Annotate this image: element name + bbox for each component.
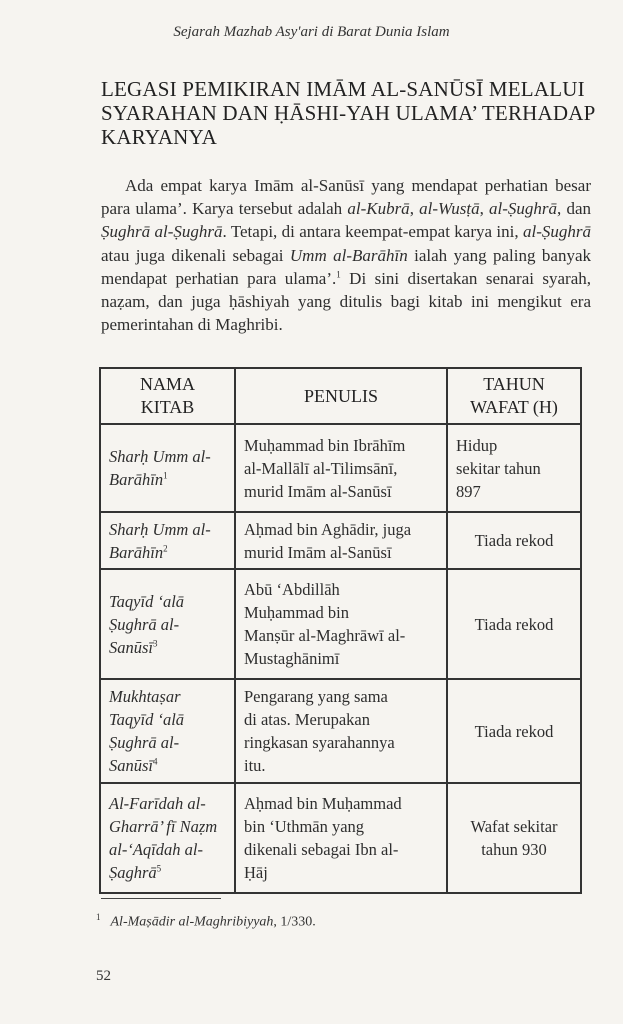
cell-book: Mukhtaṣar Taqyīd ‘alā Ṣughrā al- Sanūsī$^4$ [100,679,235,783]
cell-author: Pengarang yang sama di atas. Merupakan ringkasan syarahannya itu. [235,679,447,783]
intro-text: Di sini disertakan senarai syarah, naẓam, dan juga ḥāshiyah yang ditulis bagi kitab ini mengikut era pemerintahan di Maghribi. [101,268,591,335]
footnote-reference[interactable]: 5 [156,863,162,874]
footnote-ref: , 1/330. [273,914,316,930]
intro-text: ialah yang paling banyak mendapat perhatian para ulama’. [101,245,591,288]
running-header: Sejarah Mazhab Asy'ari di Barat Dunia Islam [173,24,450,40]
cell-author: Aḥmad bin Aghādir, juga murid Imām al-Sanūsī [235,512,447,569]
title-kubra: al-Kubrā [347,199,410,219]
cell-author: Aḥmad bin Muḥammad bin ‘Uthmān yang dikenali sebagai Ibn al- Ḥāj [235,783,447,893]
intro-separator: , [409,199,420,219]
table-row [100,424,581,512]
footnote-reference[interactable]: 4 [153,756,158,767]
footnote-reference[interactable]: 1 [336,269,341,280]
footnote-source: Al-Maṣādir al-Maghribiyyah [110,914,274,930]
table-row [100,569,581,679]
header-tahun-wafat: TAHUN WAFAT (H) [447,368,581,424]
intro-text: Ada empat karya Imām al-Sanūsī yang mendapat perhatian besar para ulama’. Karya tersebut adalah [101,176,591,219]
title-sughra: al-Ṣughrā [489,199,558,219]
footnote-reference[interactable]: 2 [163,543,168,553]
intro-paragraph [101,174,591,336]
table-row [100,783,581,893]
section-title: LEGASI PEMIKIRAN IMĀM AL-SANŪSĪ MELALUI SYARAHAN DAN ḤĀSHI-YAH ULAMA’ TERHADAP KARYANYA [101,77,595,149]
title-wusta: al-Wusṭā [419,199,480,219]
header-penulis: PENULIS [235,368,447,424]
footnote [96,912,576,931]
footnote-divider [101,898,221,899]
page-number: 52 [96,968,111,984]
footnote-reference[interactable]: 3 [153,638,158,648]
intro-text: atau juga dikenali sebagai [101,245,290,265]
cell-author: Abū ‘Abdillāh Muḥammad bin Manṣūr al-Maghrāwī al- Mustaghānimī [235,569,447,679]
table-row [100,512,581,569]
cell-year: Wafat sekitar tahun 930 [447,783,581,893]
cell-year: Hidup sekitar tahun 897 [447,424,581,512]
commentaries-table [99,367,582,894]
title-sughra: al-Ṣughrā [523,222,591,242]
header-nama-kitab: NAMA KITAB [100,368,235,424]
cell-author: Muḥammad bin Ibrāhīm al-Mallālī al-Tilimsānī, murid Imām al-Sanūsī [235,424,447,512]
cell-book: Sharḥ Umm al- Barāhīn$^1$ [100,424,235,512]
table-header-row [100,368,581,424]
intro-text: . Tetapi, di antara keempat-empat karya ini, [222,222,523,242]
cell-book: Taqyīd ‘alā Ṣughrā al- Sanūsī$^3$ [100,569,235,679]
title-umm-barahin: Umm al-Barāhīn [289,245,408,265]
table-row [100,679,581,783]
cell-book: Sharḥ Umm al- Barāhīn$^2$ [100,512,235,569]
intro-text: , dan [557,199,591,219]
intro-separator: , [479,199,490,219]
footnote-marker: 1 [96,912,101,922]
cell-year: Tiada rekod [447,512,581,569]
title-sughra-sughra: Ṣughrā al-Ṣughrā [101,222,223,242]
footnote-reference[interactable]: 1 [163,470,168,481]
cell-year: Tiada rekod [447,569,581,679]
cell-book: Al-Farīdah al- Gharrā’ fī Naẓm al-‘Aqīdah al- Ṣaghrā$^5$ [100,783,235,893]
cell-year: Tiada rekod [447,679,581,783]
